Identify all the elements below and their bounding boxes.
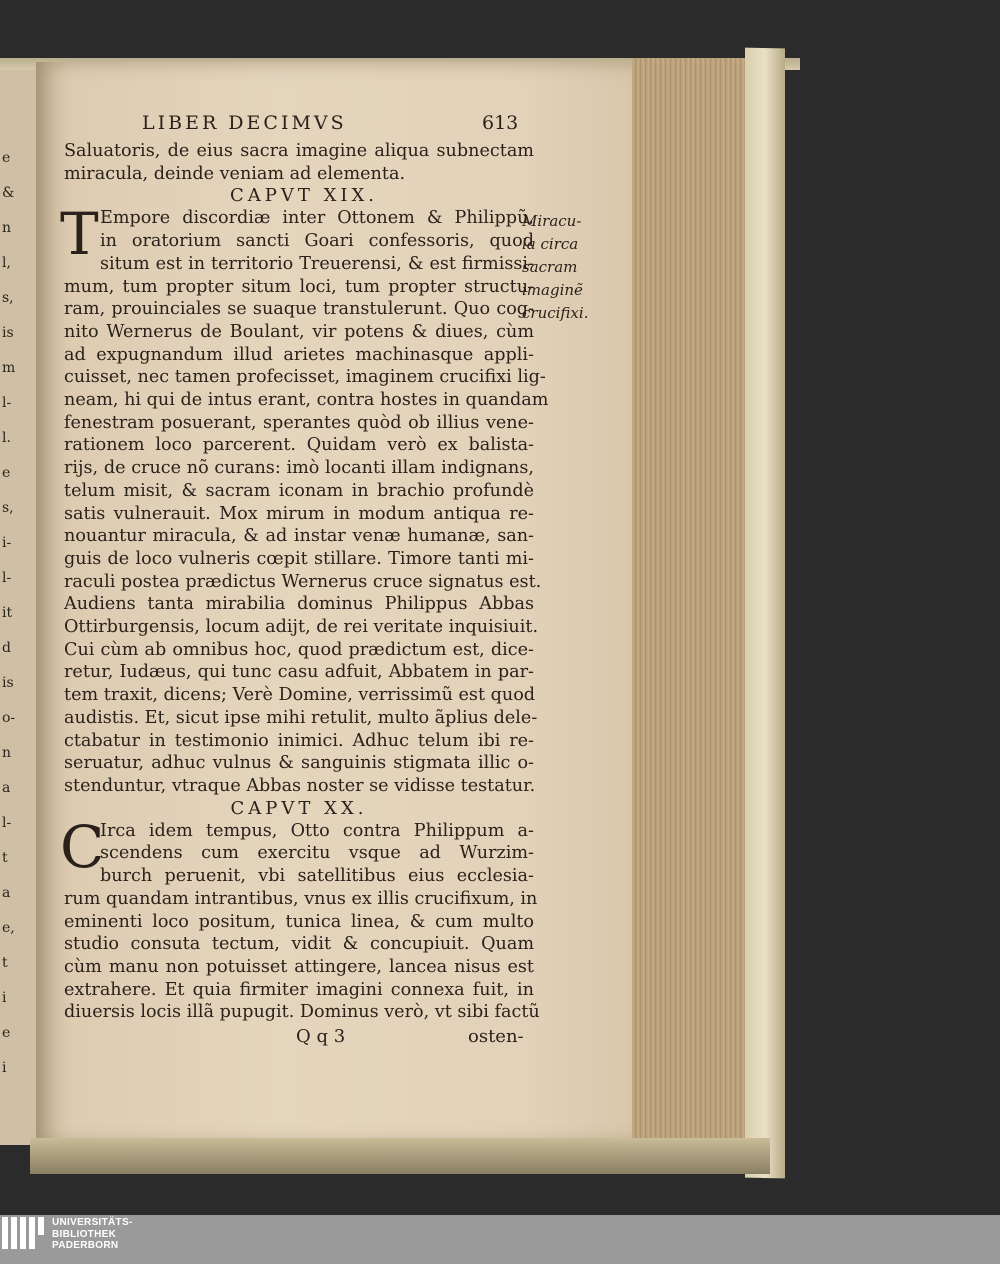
text-line: tem traxit, dicens; Verè Domine, verrissimũ est quod [64, 685, 536, 706]
text-line: rum quandam intrantibus, vnus ex illis crucifixum, in [64, 888, 538, 909]
text-line: nito Wernerus de Boulant, vir potens & diues, cùm [64, 321, 534, 342]
left-page-text-fragment: i [2, 990, 7, 1006]
intro-lines [64, 140, 534, 185]
text-line: nouantur miracula, & ad instar venæ humanæ, san- [64, 526, 534, 547]
left-page-text-fragment: it [2, 605, 13, 621]
text-line: scendens cum exercitu vsque ad Wurzim- [100, 843, 534, 864]
text-line: eminenti loco positum, tunica linea, & cum multo [64, 911, 534, 932]
text-line: Cui cùm ab omnibus hoc, quod prædictum est, dice- [64, 639, 534, 660]
left-page-text-fragment: l- [2, 570, 12, 586]
left-page-text-fragment: a [2, 780, 11, 796]
book-bottom-board [30, 1138, 770, 1174]
left-page-text-fragment: d [2, 640, 11, 656]
logo-line: BIBLIOTHEK [52, 1228, 117, 1240]
text-line: guis de loco vulneris cœpit stillare. Timore tanti mi- [64, 548, 534, 569]
left-page-text-fragment: n [2, 220, 12, 236]
book-cover-edge [745, 48, 785, 1179]
left-page-text-fragment: t [2, 850, 8, 866]
text-line: in oratorium sancti Goari confessoris, quod [100, 231, 534, 252]
signature-mark: Q q 3 [296, 1026, 346, 1048]
marginal-note-line: sacram [522, 258, 578, 276]
left-page-text-fragment: i [2, 1060, 7, 1076]
text-line: Irca idem tempus, Otto contra Philippum a- [100, 820, 534, 841]
left-page-text-fragment: s, [2, 290, 14, 306]
chapter-heading-20: CAPVT XX. [230, 797, 368, 819]
marginal-note-line: la circa [522, 235, 579, 253]
page-header [64, 110, 534, 140]
left-page-text-fragment: s, [2, 500, 14, 516]
text-line: diuersis locis illã pupugit. Dominus verò, vt sibi factũ [64, 1002, 540, 1023]
text-line: retur, Iudæus, qui tunc casu adfuit, Abbatem in par- [64, 662, 534, 683]
text-line: rationem loco parcerent. Quidam verò ex balista- [64, 435, 534, 456]
text-line: satis vulnerauit. Mox mirum in modum antiqua re- [64, 503, 534, 524]
page-fore-edge [632, 58, 750, 1148]
left-page-text-fragment: a [2, 885, 11, 901]
left-page-text-fragment: i- [2, 535, 12, 551]
library-logo-icon [2, 1217, 46, 1261]
text-line: Audiens tanta mirabilia dominus Philippus Abbas [64, 594, 534, 615]
left-page-text-fragment: l. [2, 430, 11, 446]
text-line: miracula, deinde veniam ad elementa. [64, 163, 406, 184]
text-line: situm est in territorio Treuerensi, & est firmissi- [100, 253, 534, 274]
text-line: rijs, de cruce nõ curans: imò locanti illam indignans, [64, 458, 534, 479]
marginal-note-line: Miracu- [522, 212, 582, 230]
library-footer-bar [0, 1215, 1000, 1264]
page-footer-line [64, 1024, 534, 1048]
logo-line: UNIVERSITÄTS- [52, 1217, 133, 1228]
text-line: raculi postea prædictus Wernerus cruce signatus est. [64, 571, 542, 592]
catchword: osten- [468, 1026, 524, 1048]
left-page-text-fragment: e [2, 150, 11, 166]
marginal-note-line: crucifixi. [522, 304, 589, 322]
left-page-edge [0, 70, 38, 1145]
text-line: Empore discordiæ inter Ottonem & Philippũ, [100, 208, 534, 229]
chapter-heading-19: CAPVT XIX. [229, 185, 379, 207]
left-page-text-fragment: o- [2, 710, 16, 726]
drop-cap-initial: C [60, 812, 105, 881]
marginal-note [522, 210, 602, 325]
text-line: seruatur, adhuc vulnus & sanguinis stigmata illic o- [64, 753, 534, 774]
left-page-text-fragment: l- [2, 395, 12, 411]
left-page-text-fragment: l- [2, 815, 12, 831]
chapter-19-paragraph [60, 200, 549, 797]
logo-line: PADERBORN [52, 1240, 119, 1251]
library-logo-text [52, 1217, 133, 1252]
text-line: ad expugnandum illud arietes machinasque appli- [64, 344, 534, 365]
left-page-text-fragment: e [2, 1025, 11, 1041]
left-page-text-fragment: m [2, 360, 16, 376]
drop-cap-initial: T [60, 200, 99, 269]
chapter-20-body [64, 888, 540, 1024]
text-line: ctabatur in testimonio inimici. Adhuc telum ibi re- [64, 730, 534, 751]
left-page-text-fragment: n [2, 745, 12, 761]
text-line: burch peruenit, vbi satellitibus eius ecclesia- [100, 866, 534, 887]
left-page-text-fragment: t [2, 955, 8, 971]
text-line: fenestram posuerant, sperantes quòd ob illius vene- [64, 412, 534, 433]
running-head: LIBER DECIMVS [142, 112, 347, 134]
text-line: stenduntur, vtraque Abbas noster se vidisse testatur. [64, 775, 536, 796]
left-page-text-fragment: e [2, 465, 11, 481]
left-page-text-fragment: e, [2, 920, 15, 936]
text-line: extrahere. Et quia firmiter imagini connexa fuit, in [64, 979, 534, 1000]
text-line: Saluatoris, de eius sacra imagine aliqua subnectam [64, 141, 534, 161]
text-line: ram, prouinciales se suaque transtulerunt. Quo cog- [64, 299, 534, 320]
left-page-text-fragment: is [2, 325, 14, 341]
chapter-20-paragraph [60, 812, 540, 1024]
text-line: cùm manu non potuisset attingere, lancea nisus est [64, 956, 534, 977]
left-page-text-fragment: l, [2, 255, 11, 271]
text-line: Ottirburgensis, locum adijt, de rei veritate inquisiuit. [64, 617, 539, 638]
left-page-text-fragment: & [2, 185, 15, 201]
text-line: audistis. Et, sicut ipse mihi retulit, multo ãplius dele- [64, 707, 538, 728]
chapter-19-body [64, 276, 549, 798]
text-line: neam, hi qui de intus erant, contra hostes in quandam [64, 390, 549, 411]
text-line: cuisset, nec tamen profecisset, imaginem crucifixi lig- [64, 367, 546, 388]
text-line: studio consuta tectum, vidit & concupiuit. Quam [64, 934, 534, 955]
left-page-text-fragment: is [2, 675, 14, 691]
folio-number: 613 [482, 112, 519, 134]
marginal-note-line: imaginẽ [522, 281, 583, 299]
page-text-block [60, 110, 549, 1048]
text-line: mum, tum propter situm loci, tum propter structu- [64, 276, 534, 297]
text-line: telum misit, & sacram iconam in brachio profundè [64, 480, 534, 501]
